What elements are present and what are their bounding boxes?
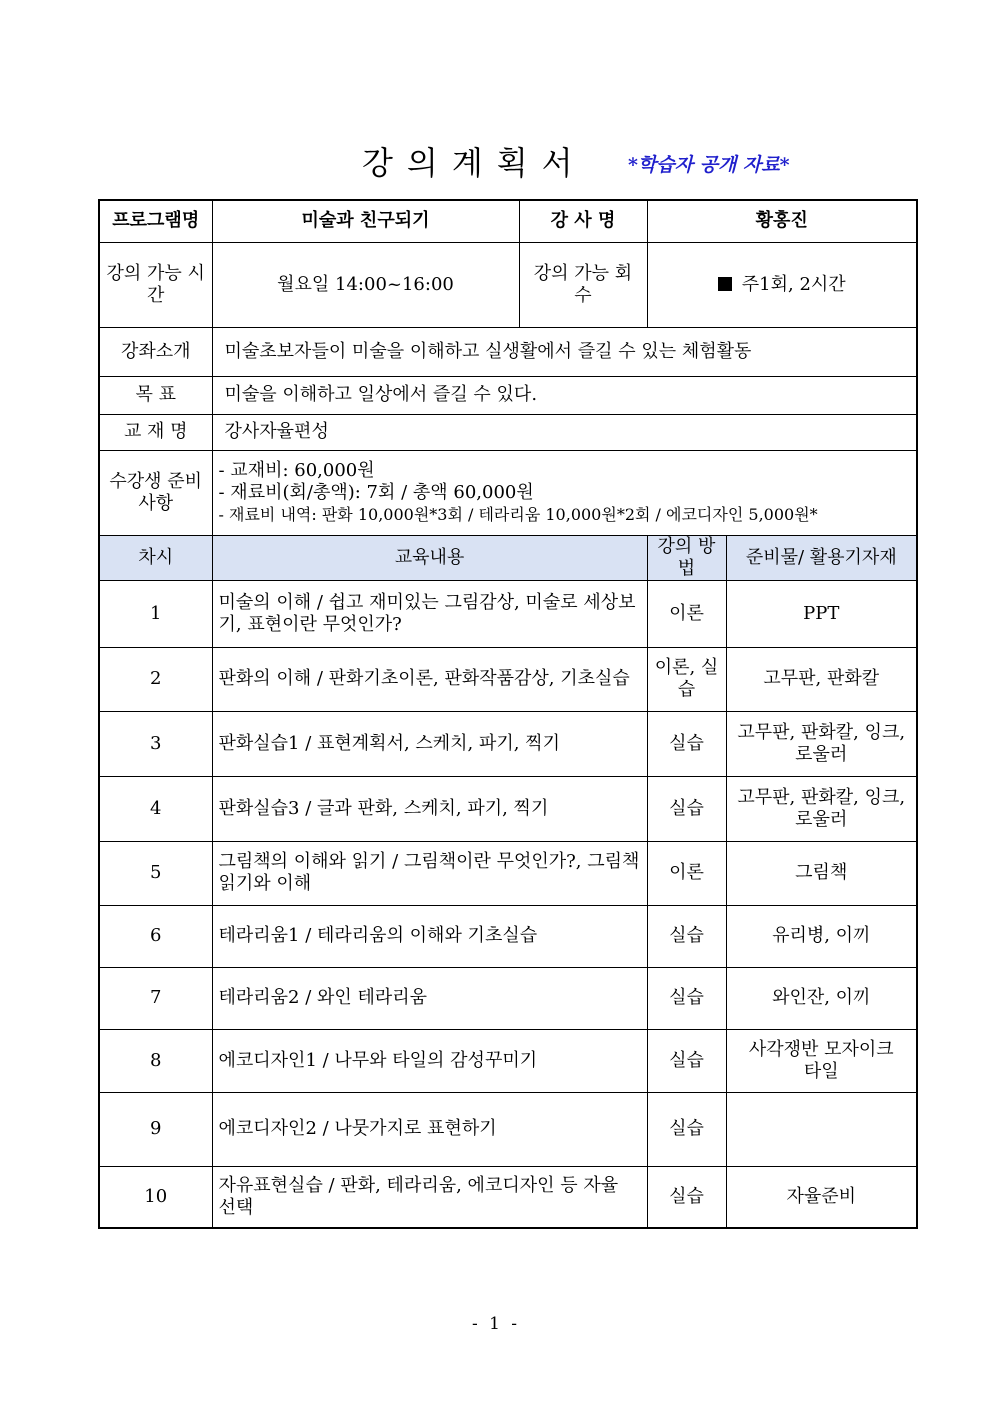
session-method: 실습 <box>647 1029 726 1092</box>
count-value: 주1회, 2시간 <box>741 273 846 295</box>
time-label: 강의 가능 시간 <box>99 242 212 327</box>
session-content: 판화실습1 / 표현계획서, 스케치, 파기, 찍기 <box>212 711 647 776</box>
table-row <box>99 841 917 905</box>
session-content: 에코디자인1 / 나무와 타일의 감성꾸미기 <box>212 1029 647 1092</box>
prep-item: - 교재비: 60,000원 <box>218 459 375 481</box>
session-materials: 고무판, 판화칼, 잉크, 로울러 <box>726 776 917 841</box>
availability-row <box>99 242 917 327</box>
session-method: 실습 <box>647 967 726 1029</box>
program-label: 프로그램명 <box>99 200 212 242</box>
table-row <box>99 580 917 647</box>
session-method: 실습 <box>647 905 726 967</box>
session-method: 실습 <box>647 1166 726 1228</box>
header-materials: 준비물/ 활용기자재 <box>726 535 917 580</box>
session-number: 6 <box>99 905 212 967</box>
session-content: 자유표현실습 / 판화, 테라리움, 에코디자인 등 자율 선택 <box>212 1166 647 1228</box>
goal-label: 목 표 <box>99 376 212 414</box>
prep-item: - 재료비 내역: 판화 10,000원*3회 / 테라리움 10,000원*2회 / 에코디자인 5,000원* <box>218 504 818 524</box>
program-value: 미술과 친구되기 <box>212 200 519 242</box>
session-materials: 고무판, 판화칼 <box>726 647 917 711</box>
table-row <box>99 1092 917 1166</box>
session-materials: 유리병, 이끼 <box>726 905 917 967</box>
schedule-header-row <box>99 535 917 580</box>
textbook-label: 교 재 명 <box>99 414 212 450</box>
time-value: 월요일 14:00~16:00 <box>212 242 519 327</box>
table-row <box>99 967 917 1029</box>
goal-value: 미술을 이해하고 일상에서 즐길 수 있다. <box>212 376 917 414</box>
lecture-plan-table <box>98 199 918 1229</box>
session-method: 실습 <box>647 711 726 776</box>
session-materials: 와인잔, 이끼 <box>726 967 917 1029</box>
table-row <box>99 1166 917 1228</box>
table-row <box>99 647 917 711</box>
intro-label: 강좌소개 <box>99 327 212 376</box>
session-method: 실습 <box>647 776 726 841</box>
textbook-value: 강사자율편성 <box>212 414 917 450</box>
prep-label: 수강생 준비사항 <box>99 450 212 535</box>
intro-value: 미술초보자들이 미술을 이해하고 실생활에서 즐길 수 있는 체험활동 <box>212 327 917 376</box>
session-number: 8 <box>99 1029 212 1092</box>
table-row <box>99 905 917 967</box>
header-method: 강의 방법 <box>647 535 726 580</box>
session-materials: 자율준비 <box>726 1166 917 1228</box>
session-content: 판화실습3 / 글과 판화, 스케치, 파기, 찍기 <box>212 776 647 841</box>
instructor-value: 황홍진 <box>647 200 917 242</box>
session-number: 7 <box>99 967 212 1029</box>
session-materials: 고무판, 판화칼, 잉크, 로울러 <box>726 711 917 776</box>
count-value-cell <box>647 242 917 327</box>
session-content: 테라리움1 / 테라리움의 이해와 기초실습 <box>212 905 647 967</box>
instructor-label: 강 사 명 <box>519 200 647 242</box>
header-session: 차시 <box>99 535 212 580</box>
session-materials: 사각쟁반 모자이크타일 <box>726 1029 917 1092</box>
session-materials: 그림책 <box>726 841 917 905</box>
session-content: 테라리움2 / 와인 테라리움 <box>212 967 647 1029</box>
prep-item: - 재료비(회/총액): 7회 / 총액 60,000원 <box>218 481 534 503</box>
count-label: 강의 가능 회수 <box>519 242 647 327</box>
session-content: 미술의 이해 / 쉽고 재미있는 그림감상, 미술로 세상보기, 표현이란 무엇인가? <box>212 580 647 647</box>
session-number: 3 <box>99 711 212 776</box>
program-row <box>99 200 917 242</box>
page-title: 강의계획서 <box>362 144 587 182</box>
session-number: 2 <box>99 647 212 711</box>
session-method: 이론, 실습 <box>647 647 726 711</box>
public-material-note: *학습자 공개 자료* <box>628 154 790 176</box>
intro-row <box>99 327 917 376</box>
session-materials: PPT <box>726 580 917 647</box>
table-row <box>99 776 917 841</box>
session-materials <box>726 1092 917 1166</box>
session-number: 10 <box>99 1166 212 1228</box>
filled-square-icon <box>718 277 732 291</box>
session-method: 이론 <box>647 841 726 905</box>
session-number: 1 <box>99 580 212 647</box>
prep-list <box>212 450 917 535</box>
session-method: 이론 <box>647 580 726 647</box>
session-number: 9 <box>99 1092 212 1166</box>
textbook-row <box>99 414 917 450</box>
session-content: 판화의 이해 / 판화기초이론, 판화작품감상, 기초실습 <box>212 647 647 711</box>
title-area <box>0 138 992 182</box>
table-row <box>99 1029 917 1092</box>
session-content: 에코디자인2 / 나뭇가지로 표현하기 <box>212 1092 647 1166</box>
session-number: 5 <box>99 841 212 905</box>
goal-row <box>99 376 917 414</box>
prep-row <box>99 450 917 535</box>
table-row <box>99 711 917 776</box>
session-content: 그림책의 이해와 읽기 / 그림책이란 무엇인가?, 그림책 읽기와 이해 <box>212 841 647 905</box>
session-method: 실습 <box>647 1092 726 1166</box>
page-number: - 1 - <box>471 1314 521 1334</box>
header-content: 교육내용 <box>212 535 647 580</box>
session-number: 4 <box>99 776 212 841</box>
